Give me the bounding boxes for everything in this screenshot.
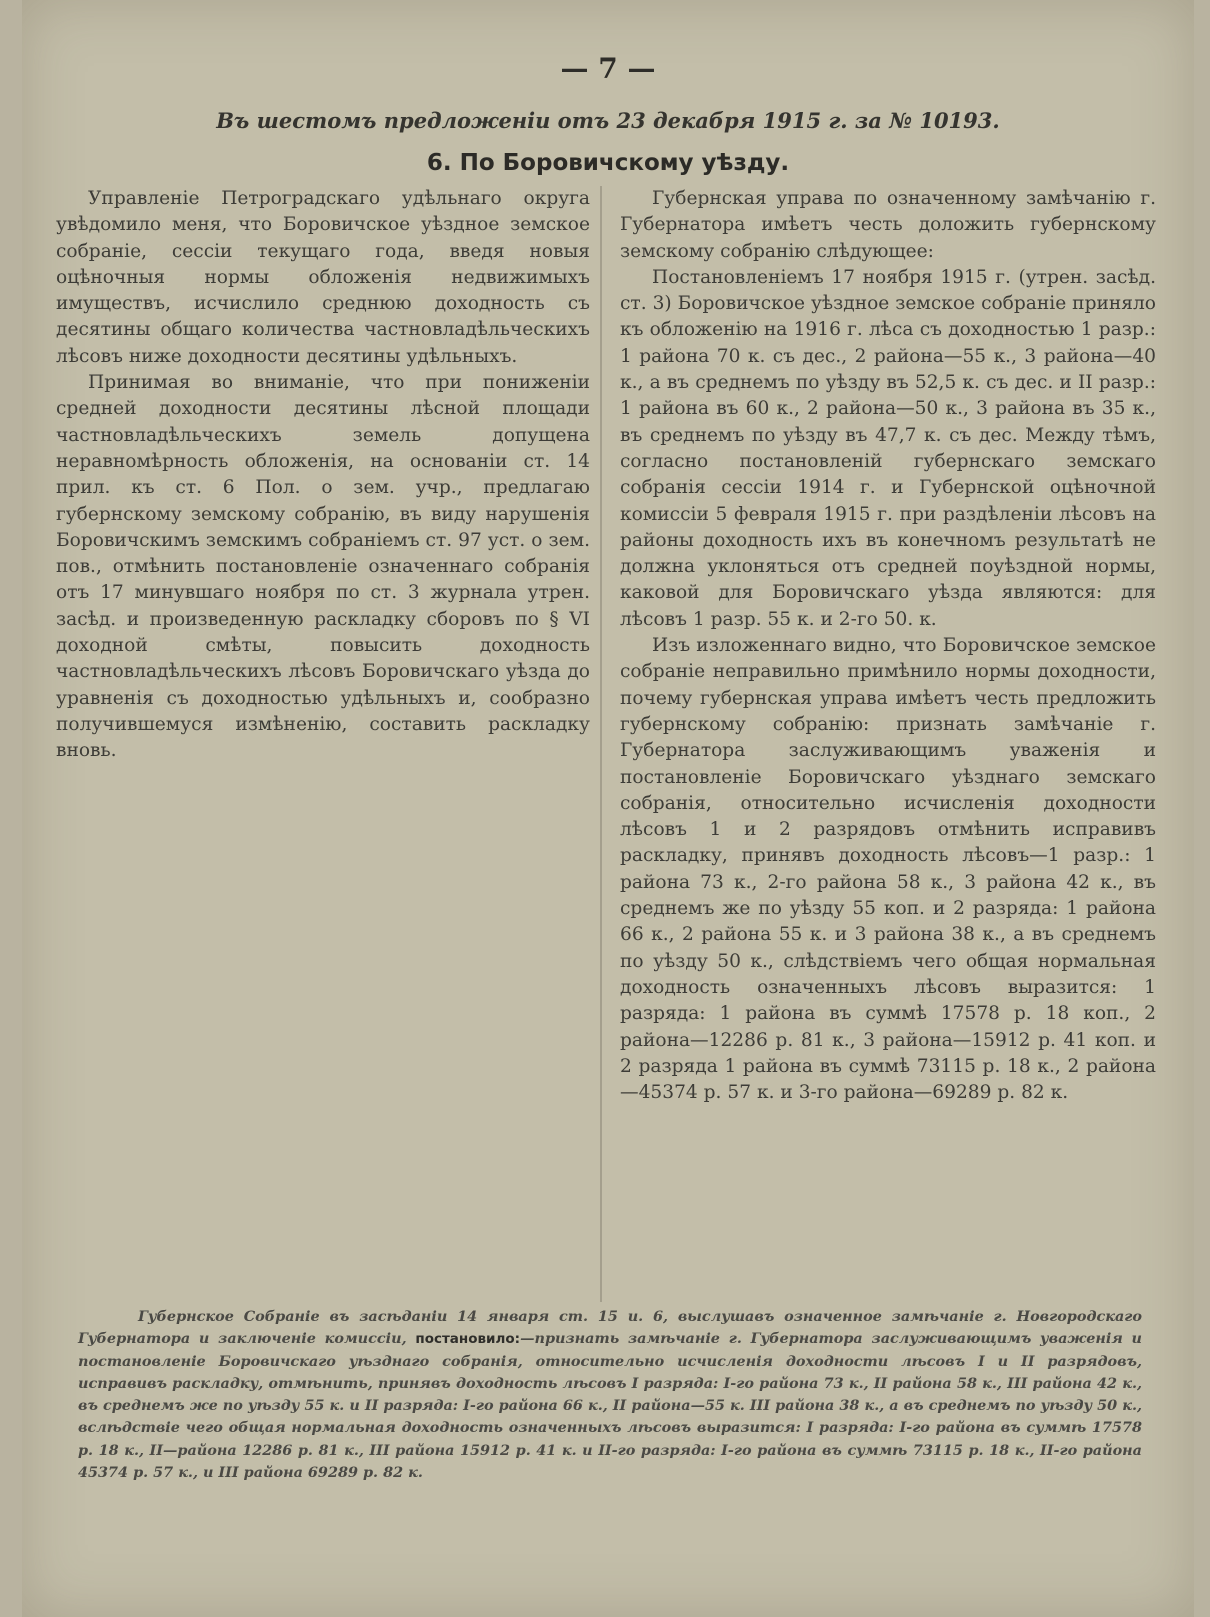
right-paragraph-1: Губернская управа по означенному замѣчанію г. Губернатора имѣетъ честь доложить губернскому земскому собранію слѣдующее:: [620, 188, 1156, 262]
resolution-keyword: постановило:: [415, 1331, 521, 1348]
column-divider: [600, 186, 602, 1302]
section-title: 6. По Боровичскому уѣзду.: [426, 150, 790, 176]
right-column: [620, 186, 1156, 1106]
resolution-text: [78, 1306, 1142, 1484]
document-page: [22, 0, 1194, 1617]
left-column: [56, 186, 590, 765]
resolution-before: Губернское Собраніе въ засѣданіи 14 января ст. 15 и. 6, выслушавъ означенное замѣчаніе г. Новгородскаго Губернатора и заключеніе комиссіи,: [78, 1308, 1142, 1348]
right-paragraph-3: Изъ изложеннаго видно, что Боровичское земское собраніе неправильно примѣнило нормы доходности, почему губернская управа имѣетъ честь предложить губернскому собранію: признать замѣчаніе г. Губернатора заслуживающимъ уваженія и постановленіе Боровичскаго уѣзднаго земскаго собранія, относительно исчисленія доходности лѣсовъ 1 и 2 разрядовъ отмѣнить исправивъ раскладку, принявъ доходность лѣсовъ—1 разр.: 1 района 73 к., 2-го района 58 к., 3 района 42 к., въ среднемъ же по уѣзду 55 коп. и 2 разряда: 1 района 66 к., 2 района 55 к. и 3 района 38 к., а въ среднемъ по уѣзду 50 к., слѣдствіемъ чего общая нормальная доходность означенныхъ лѣсовъ выразится: 1 разряда: 1 района въ суммѣ 17578 р. 18 коп., 2 района—12286 р. 81 к., 3 района—15912 р. 41 коп. и 2 разряда 1 района въ суммѣ 73115 р. 18 к., 2 района—45374 р. 57 к. и 3-го района—69289 р. 82 к.: [620, 635, 1156, 1104]
page-number: — 7 —: [560, 52, 656, 85]
left-paragraph-1: Управленіе Петроградскаго удѣльнаго округа увѣдомило меня, что Боровичское уѣздное земское собраніе, сессіи текущаго года, введя новыя оцѣночныя нормы обложенія недвижимыхъ имуществъ, исчислило среднюю доходность съ десятины общаго количества частновладѣльческихъ лѣсовъ ниже доходности десятины удѣльныхъ.: [56, 188, 590, 367]
proposal-line: Въ шестомъ предложеніи отъ 23 декабря 1915 г. за № 10193.: [216, 108, 1000, 133]
left-paragraph-2: Принимая во вниманіе, что при пониженіи средней доходности десятины лѣсной площади частновладѣльческихъ земель допущена неравномѣрность обложенія, на основаніи ст. 14 прил. къ ст. 6 Пол. о зем. учр., предлагаю губернскому земскому собранію, въ виду нарушенія Боровичскимъ земскимъ собраніемъ ст. 97 уст. о зем. пов., отмѣнить постановленіе означеннаго собранія отъ 17 минувшаго ноября по ст. 3 журнала утрен. засѣд. и произведенную раскладку сборовъ по § VI доходной смѣты, повысить доходность частновладѣльческихъ лѣсовъ Боровичскаго уѣзда до уравненія съ доходностью удѣльныхъ и, сообразно получившемуся измѣненію, составить раскладку вновь.: [56, 372, 590, 762]
resolution-after: —признать замѣчаніе г. Губернатора заслуживающимъ уваженія и постановленіе Боровичскаго уѣзднаго собранія, относительно исчисленія доходности лѣсовъ I и II разрядовъ, исправивъ раскладку, отмѣнить, принявъ доходность лѣсовъ I разряда: I-го района 73 к., II района 58 к., III района 42 к., въ среднемъ же по уѣзду 55 к. и II разряда: I-го района 66 к., II района—55 к. III района 38 к., а въ среднемъ по уѣзду 50 к., вслѣдствіе чего общая нормальная доходность означенныхъ лѣсовъ выразится: I разряда: I-го района въ суммѣ 17578 р. 18 к., II—района 12286 р. 81 к., III района 15912 р. 41 к. и II-го разряда: I-го района въ суммѣ 73115 р. 18 к., II-го района 45374 р. 57 к., и III района 69289 р. 82 к.: [78, 1330, 1143, 1482]
right-paragraph-2: Постановленіемъ 17 ноября 1915 г. (утрен. засѣд. ст. 3) Боровичское уѣздное земское собраніе приняло къ обложенію на 1916 г. лѣса съ доходностью 1 разр.: 1 района 70 к. съ дес., 2 района—55 к., 3 района—40 к., а въ среднемъ по уѣзду въ 52,5 к. съ дес. и II разр.: 1 района въ 60 к., 2 района—50 к., 3 района въ 35 к., въ среднемъ по уѣзду въ 47,7 к. съ дес. Между тѣмъ, согласно постановленій губернскаго земскаго собранія сессіи 1914 г. и Губернской оцѣночной комиссіи 5 февраля 1915 г. при раздѣленіи лѣсовъ на районы доходность ихъ въ конечномъ результатѣ не должна уклоняться отъ средней поуѣздной нормы, каковой для Боровичскаго уѣзда являются: для лѣсовъ 1 разр. 55 к. и 2-го 50. к.: [620, 266, 1156, 630]
